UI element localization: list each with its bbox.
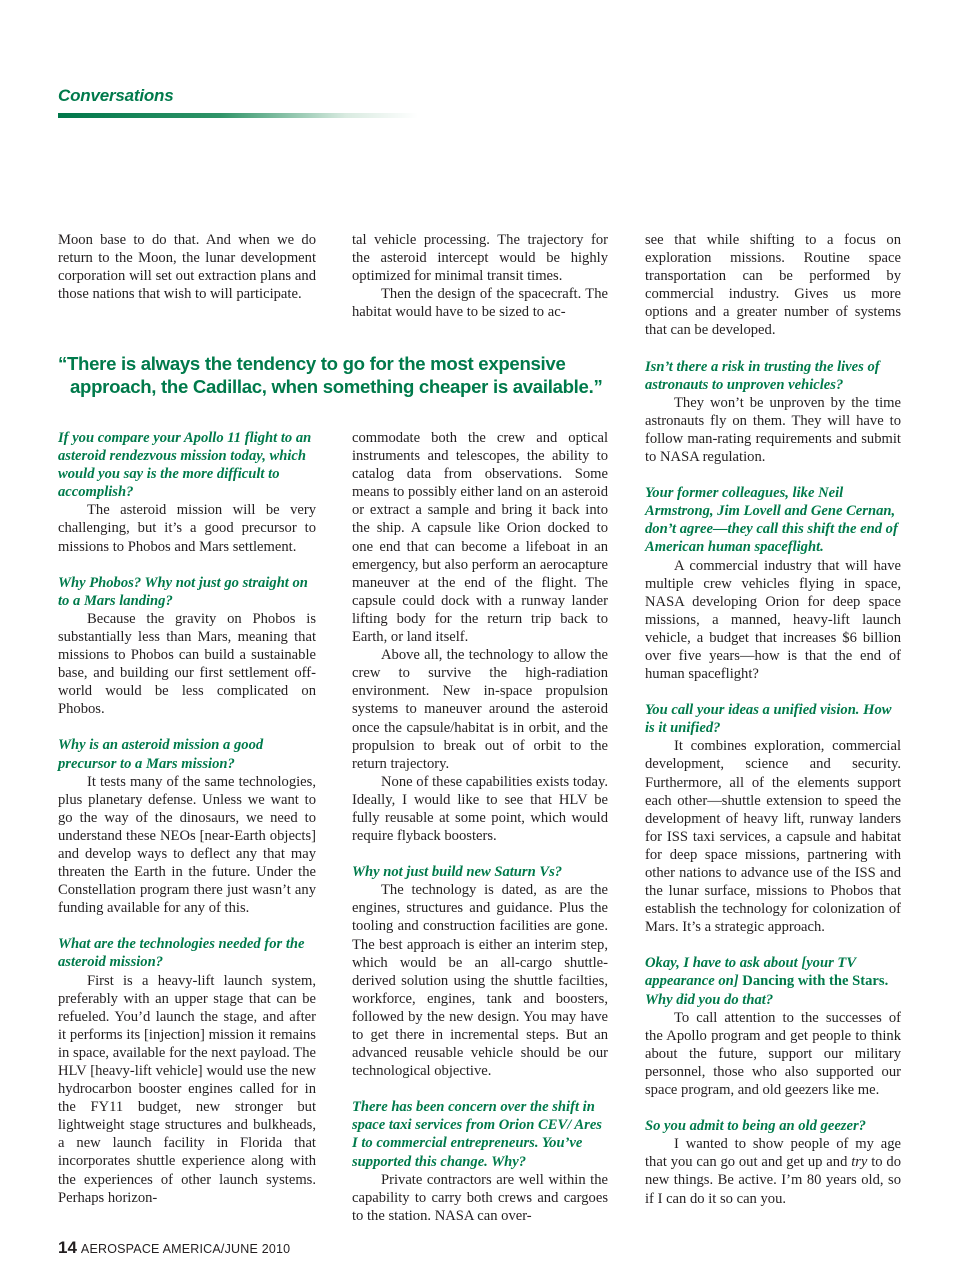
pull-quote-line-1: “There is always the tendency to go for the most expensive <box>58 353 566 374</box>
answer-part: I wanted to show people of my age that you can go out and get up and <box>645 1136 901 1171</box>
publication-name: AEROSPACE AMERICA/JUNE 2010 <box>80 1242 291 1256</box>
answer <box>645 1135 901 1207</box>
question: Why Phobos? Why not just go straight on to a Mars landing? <box>58 574 308 609</box>
question: Why not just build new Saturn Vs? <box>352 864 563 881</box>
question: Isn’t there a risk in trusting the lives of astronauts to unproven vehicles? <box>645 358 880 393</box>
question: There has been concern over the shift in space taxi services from Orion CEV/ Ares I to commercial entrepreneurs. You’ve supported this change. Why? <box>352 1099 602 1170</box>
answer: commodate both the crew and optical instruments and telescopes, the ability to catalog data from observations. Some means to possibly either land on an asteroid or extract a sample and bring it back into the ship. A capsule like Orion docked to one end that can become a lifeboat in an emergency, but also perform an aerocapture maneuver at the end of the flight. The capsule could dock with a runway lander lifting body for the return trip back to Earth, or land itself. <box>352 430 608 646</box>
answer: It tests many of the same technologies, plus planetary defense. Unless we want to go the way of the dinosaurs, we need to understand these NEOs [near-Earth objects] and develop ways to deflect any that may threaten the Earth in the future. Under the Constellation program there just wasn’t any funding available for any of this. <box>58 773 316 917</box>
pull-quote <box>58 352 618 398</box>
top-column-2 <box>352 231 608 321</box>
question: So you admit to being an old geezer? <box>645 1118 866 1135</box>
pull-quote-line-2: approach, the Cadillac, when something cheaper is available.” <box>70 376 603 397</box>
section-rule <box>58 113 418 118</box>
top-col1-paragraph: Moon base to do that. And when we do return to the Moon, the lunar development corporation will set out extraction plans and those nations that wish to will participate. <box>58 232 316 303</box>
answer: Because the gravity on Phobos is substantially less than Mars, meaning that missions to Phobos can build a sustainable base, and building our first settlement off-world would be less complicated on Phobos. <box>58 610 316 718</box>
answer-part: to do new things. Be active. I’m 80 years old, so if I can do it so can you. <box>645 1154 902 1207</box>
question: You call your ideas a unified vision. How is it unified? <box>645 702 892 737</box>
answer: Above all, the technology to allow the crew to survive the high-radiation environment. New in-space propulsion systems to maneuver around the asteroid once the capsule/habitat is in orbit, and the propulsion to break out of orbit to the return trajectory. <box>352 647 608 772</box>
column-3 <box>645 231 901 1208</box>
answer: To call attention to the successes of the Apollo program and get people to think about the future, support our military personnel, those who also supported our space program, and old geezers like me. <box>645 1009 901 1099</box>
question-part: Okay, I have to ask about [your TV appearance on] <box>645 955 856 990</box>
question-part: Why did you do that? <box>645 991 774 1008</box>
answer: Private contractors are well within the capability to carry both crews and cargoes to the station. NASA can over- <box>352 1171 608 1224</box>
answer: They won’t be unproven by the time astronauts fly on them. They will have to follow man-rating requirements and submit to NASA regulation. <box>645 394 901 466</box>
page-number: 14 <box>58 1238 77 1257</box>
question: If you compare your Apollo 11 flight to an asteroid rendezvous mission today, which would you say is the more difficult to accomplish? <box>58 430 312 501</box>
question: What are the technologies needed for the asteroid mission? <box>58 936 305 971</box>
emphasis: try <box>851 1154 868 1171</box>
answer: see that while shifting to a focus on exploration missions. Routine space transportation can be performed by commercial industry. Gives us more options and a greater number of systems that can be developed. <box>645 232 901 339</box>
column-1 <box>58 429 316 1207</box>
answer: The technology is dated, as are the engines, structures and guidance. Plus the tooling and construction facilities are gone. The best approach is either an interim step, which would be an all-cargo shuttle-derived solution using the shuttle facilties, workforce, engines, tank and boosters, followed by the new design. You may have to get there in incremental steps. But an advanced reusable vehicle should be our technological objective. <box>352 882 608 1080</box>
answer: A commercial industry that will have multiple crew vehicles flying in space, NASA developing Orion for deep space missions, a manned, heavy-lift launch vehicle, a budget that increases $6 billion over five years—how is that the end of human spaceflight? <box>645 557 901 683</box>
answer: The asteroid mission will be very challenging, but it’s a good precursor to missions to Phobos and Mars settlement. <box>58 502 316 555</box>
answer: It combines exploration, commercial development, science and security. Furthermore, all of the elements support each other—shuttle extension to speed the development of heavy lift, runway landers for ISS taxi services, a capsule and habitat for deep space missions, partnering with other nations to advance use of the ISS and the lunar surface, missions to Phobos that establish the technology for colonization of Mars. It’s a strategic approach. <box>645 738 901 936</box>
answer: None of these capabilities exists today. Ideally, I would like to see that HLV be fully reusable at some point, which would require flyback boosters. <box>352 773 608 845</box>
top-col2-paragraph-2: Then the design of the spacecraft. The habitat would have to be sized to ac- <box>352 286 608 321</box>
question <box>645 954 901 1008</box>
question: Why is an asteroid mission a good precursor to a Mars mission? <box>58 737 264 772</box>
top-col2-paragraph-1: tal vehicle processing. The trajectory for the asteroid intercept would be highly optimized for minimal transit times. <box>352 232 608 285</box>
top-column-1 <box>58 231 316 303</box>
section-label: Conversations <box>58 86 174 105</box>
answer: First is a heavy-lift launch system, preferably with an upper stage that can be refueled. You’d launch the stage, and after it performs its [injection] mission it remains in space, available for the next payload. The HLV [heavy-lift vehicle] would use the new hydrocarbon booster engines called for in the FY11 budget, new stronger but lightweight stage structures and bulkheads, a new launch facility in Florida that incorporates shuttle experience along with the experiences of other launch systems. Perhaps horizon- <box>58 972 316 1206</box>
question: Your former colleagues, like Neil Armstrong, Jim Lovell and Gene Cernan, don’t agree—they call this shift the end of American human spaceflight. <box>645 485 898 556</box>
column-2 <box>352 429 608 1225</box>
page-footer <box>58 1238 290 1258</box>
show-title: Dancing with the Stars. <box>742 973 889 990</box>
